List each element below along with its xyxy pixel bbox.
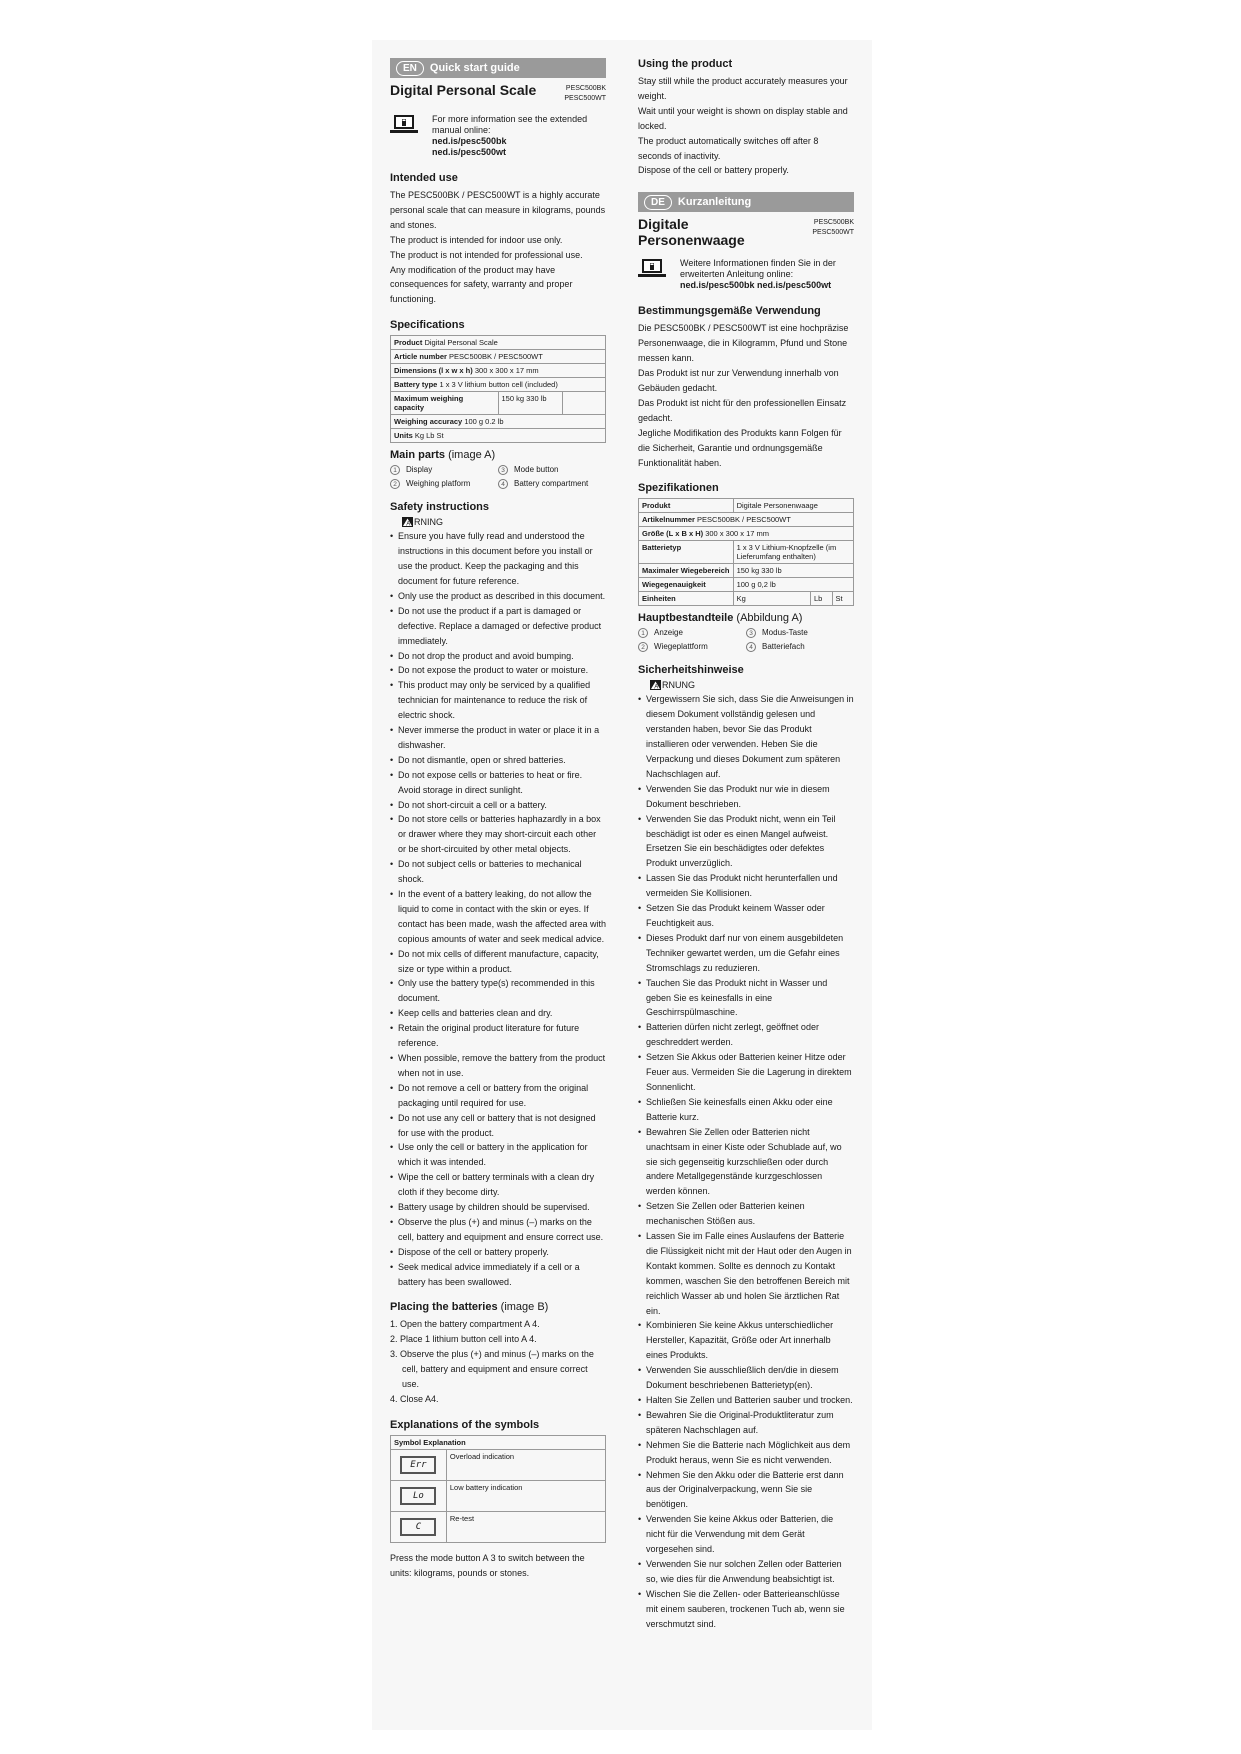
spec-key: Einheiten: [639, 592, 734, 606]
svg-text:A: A: [406, 521, 411, 528]
number-1-icon: 1: [638, 628, 648, 638]
de-model-wt: PESC500WT: [812, 229, 854, 237]
spec-key: Maximum weighing capacity: [394, 394, 464, 413]
list-item: • Do not dismantle, open or shred batteries.: [390, 753, 606, 768]
list-item: • In the event of a battery leaking, do not allow the liquid to come in contact with the skin or eyes. If contact has been made, wash the affected area with copious amounts of water and seek medical advice.: [390, 887, 606, 947]
list-item: [390, 465, 498, 475]
spec-value: 100 g 0,2 lb: [733, 578, 853, 592]
de-parts-heading: [638, 612, 854, 625]
list-item: • Nehmen Sie die Batterie nach Möglichkeit aus dem Produkt heraus, wenn Sie es nicht verwenden.: [638, 1438, 854, 1468]
list-item: • Nehmen Sie den Akku oder die Batterie erst dann aus der Originalverpackung, wenn Sie sie benötigen.: [638, 1468, 854, 1513]
part-label: Battery compartment: [514, 479, 589, 489]
number-2-icon: 2: [390, 479, 400, 489]
en-spec-table: [390, 335, 606, 443]
table-row: [391, 1435, 606, 1449]
table-row: [391, 364, 606, 378]
list-item: • Battery usage by children should be supervised.: [390, 1200, 606, 1215]
number-1-icon: 1: [390, 465, 400, 475]
en-intended-text: The PESC500BK / PESC500WT is a highly accurate personal scale that can measure in kilograms, pounds and stones. The product is intended for indoor use only. The product is not intended for professional use. Any modification of the product may have consequences for safety, warranty and proper functioning.: [390, 190, 606, 305]
list-item: • Keep cells and batteries clean and dry.: [390, 1006, 606, 1021]
en-placing-list: [390, 1317, 606, 1406]
spec-key: Dimensions (l x w x h): [394, 366, 473, 376]
table-row: [391, 429, 606, 443]
table-row: [391, 1511, 606, 1542]
list-item: • Lassen Sie das Produkt nicht herunterfallen und vermeiden Sie Kollisionen.: [638, 871, 854, 901]
spec-key: Batterietyp: [639, 541, 734, 564]
spec-key: Units: [394, 431, 413, 441]
spec-value: 300 x 300 x 17 mm: [705, 529, 770, 539]
en-info-link-wt[interactable]: ned.is/pesc500wt: [432, 147, 507, 157]
en-info-sentence: For more information see the extended manual online:: [432, 114, 588, 135]
list-item: • Dieses Produkt darf nur von einem ausgebildeten Techniker gewartet werden, um die Gefahr eines Stromschlags zu reduzieren.: [638, 931, 854, 976]
en-parts-list: [390, 465, 606, 489]
svg-text:A: A: [654, 684, 659, 691]
table-row: [639, 499, 854, 513]
list-item: • Wipe the cell or battery terminals with a clean dry cloth if they become dirty.: [390, 1170, 606, 1200]
de-intended-text: Die PESC500BK / PESC500WT ist eine hochpräzise Personenwaage, die in Kilogramm, Pfund und Stone messen kann. Das Produkt ist nur zur Verwendung innerhalb von Gebäuden gedacht. Das Produkt ist nicht für den professionellen Einsatz gedacht. Jegliche Modifikation des Produkts kann Folgen für die Sicherheit, Garantie und ordnungsgemäße Funktionalität haben.: [638, 323, 849, 468]
en-language-bar: [390, 58, 606, 78]
de-language-bar: [638, 192, 854, 212]
sym-col-header: Explanation: [423, 1437, 466, 1447]
table-row: [391, 1449, 606, 1480]
spec-value: 150 kg 330 lb: [501, 394, 547, 404]
table-row: [639, 527, 854, 541]
list-item: • When possible, remove the battery from the product when not in use.: [390, 1051, 606, 1081]
right-column: [638, 58, 854, 1632]
spec-key: Maximaler Wiegebereich: [639, 564, 734, 578]
list-item: • Verwenden Sie das Produkt nicht, wenn ein Teil beschädigt ist oder es einen Mangel aufweist. Ersetzen Sie ein beschädigtes oder defektes Produkt unverzüglich.: [638, 812, 854, 872]
spec-key: Battery type: [394, 380, 438, 390]
part-label: Anzeige: [654, 628, 683, 638]
spec-value: 150 kg 330 lb: [733, 564, 853, 578]
en-using-heading: Using the product: [638, 58, 733, 70]
en-title-row: [390, 82, 606, 104]
en-guide-label: Quick start guide: [429, 62, 520, 74]
symbol-explanation: Overload indication: [446, 1449, 605, 1480]
en-placing-sub: (image B): [500, 1301, 549, 1314]
part-label: Mode button: [514, 465, 559, 475]
list-item: 4. Close A4.: [390, 1394, 439, 1404]
de-info-links[interactable]: ned.is/pesc500bk ned.is/pesc500wt: [680, 280, 832, 291]
en-warning-text: RNING: [414, 517, 443, 528]
spec-key: Product: [394, 338, 423, 348]
en-symbols-heading: Explanations of the symbols: [390, 1418, 540, 1431]
number-4-icon: 4: [498, 479, 508, 489]
spec-value: Digital Personal Scale: [424, 338, 498, 348]
en-parts-heading: [390, 449, 606, 462]
en-safety-list: [390, 529, 606, 1289]
laptop-info-icon: [390, 114, 418, 136]
spec-key: Article number: [394, 352, 447, 362]
list-item: • Seek medical advice immediately if a cell or a battery has been swallowed.: [390, 1260, 606, 1290]
list-item: • Verwenden Sie nur solchen Zellen oder Batterien so, wie dies für die Anwendung beabsichtigt ist.: [638, 1557, 854, 1587]
list-item: [498, 465, 606, 475]
en-warning-label: [402, 517, 606, 527]
list-item: • Kombinieren Sie keine Akkus unterschiedlicher Hersteller, Kapazität, Größe oder Art innerhalb eines Produkts.: [638, 1318, 854, 1363]
part-label: Wiegeplattform: [654, 642, 708, 652]
de-parts-title: Hauptbestandteile: [638, 612, 734, 625]
list-item: 1. Open the battery compartment A 4.: [390, 1319, 540, 1330]
table-row: [639, 592, 854, 606]
lcd-c-icon: C: [400, 1518, 436, 1536]
table-row: [391, 336, 606, 350]
sym-col-header: Symbol: [394, 1437, 422, 1447]
list-item: • Do not expose the product to water or moisture.: [390, 663, 606, 678]
table-row: [639, 578, 854, 592]
de-document-title: [638, 216, 745, 248]
warning-triangle-icon: [402, 517, 413, 527]
spec-value: PESC500BK / PESC500WT: [697, 515, 791, 525]
list-item: • Observe the plus (+) and minus (–) marks on the cell, battery and equipment and ensure correct use.: [390, 1215, 606, 1245]
list-item: • Batterien dürfen nicht zerlegt, geöffnet oder geschreddert werden.: [638, 1020, 854, 1050]
list-item: • Setzen Sie das Produkt keinem Wasser oder Feuchtigkeit aus.: [638, 901, 854, 931]
en-parts-title: Main parts: [390, 449, 446, 462]
en-safety-heading: Safety instructions: [390, 501, 490, 514]
de-info-text: [680, 258, 854, 291]
spec-value: Digitale Personenwaage: [733, 499, 853, 513]
spec-value: 1 x 3 V Lithium-Knopfzelle (im Lieferumfang enthalten): [733, 541, 853, 564]
de-warning-label: [650, 680, 854, 690]
list-item: • Ensure you have fully read and understood the instructions in this document before you install or use the product. Keep the packaging and this document for future reference.: [390, 529, 606, 589]
en-placing-heading: [390, 1301, 606, 1314]
de-parts-sub: (Abbildung A): [736, 612, 803, 625]
table-row: [391, 415, 606, 429]
symbol-explanation: Re-test: [446, 1511, 605, 1542]
list-item: • Do not short-circuit a cell or a battery.: [390, 798, 606, 813]
spec-value: Lb: [811, 592, 833, 606]
spec-value: 100 g 0.2 lb: [464, 417, 504, 427]
list-item: • Verwenden Sie keine Akkus oder Batterien, die nicht für die Verwendung mit dem Gerät vorgesehen sind.: [638, 1512, 854, 1557]
spec-value: 1 x 3 V lithium button cell (included): [439, 380, 558, 390]
list-item: • Do not use any cell or battery that is not designed for use with the product.: [390, 1111, 606, 1141]
list-item: • Do not use the product if a part is damaged or defective. Replace a damaged or defective product immediately.: [390, 604, 606, 649]
list-item: • Bewahren Sie die Original-Produktliteratur zum späteren Nachschlagen auf.: [638, 1408, 854, 1438]
list-item: • Retain the original product literature for future reference.: [390, 1021, 606, 1051]
en-using-text: Stay still while the product accurately measures your weight. Wait until your weight is shown on display stable and locked. The product automatically switches off after 8 seconds of inactivity. Dispose of the cell or battery properly.: [638, 76, 848, 176]
de-title-line-1: Digitale: [638, 216, 689, 233]
list-item: • Only use the battery type(s) recommended in this document.: [390, 976, 606, 1006]
list-item: • Do not drop the product and avoid bumping.: [390, 649, 606, 664]
de-info-row: [638, 258, 854, 291]
en-placing-title: Placing the batteries: [390, 1301, 498, 1314]
list-item: 3. Observe the plus (+) and minus (–) marks on the cell, battery and equipment and ensure correct use.: [390, 1349, 594, 1390]
table-row: [391, 392, 606, 415]
table-row: [391, 378, 606, 392]
list-item: [746, 628, 854, 638]
list-item: • Dispose of the cell or battery properly.: [390, 1245, 606, 1260]
de-warning-text: RNUNG: [662, 680, 695, 691]
en-intended-heading: Intended use: [390, 172, 458, 184]
de-safety-heading: Sicherheitshinweise: [638, 664, 744, 677]
number-3-icon: 3: [746, 628, 756, 638]
en-info-row: [390, 114, 606, 158]
table-row: [639, 541, 854, 564]
part-label: Display: [406, 465, 433, 475]
spec-key: Artikelnummer: [642, 515, 695, 525]
list-item: 2. Place 1 lithium button cell into A 4.: [390, 1334, 537, 1345]
list-item: • Vergewissern Sie sich, dass Sie die Anweisungen in diesem Dokument vollständig gelesen und verstanden haben, bevor Sie das Produkt installieren oder verwenden. Heben Sie die Verpackung und dieses Dokument zum späteren Nachschlagen auf.: [638, 692, 854, 781]
de-spec-heading: Spezifikationen: [638, 482, 719, 495]
list-item: [638, 628, 746, 638]
de-safety-list: [638, 692, 854, 1631]
en-mode-text: Press the mode button A 3 to switch between the units: kilograms, pounds or stones.: [390, 1552, 585, 1578]
de-intended-heading: Bestimmungsgemäße Verwendung: [638, 305, 821, 318]
en-model-numbers: [564, 82, 606, 104]
part-label: Weighing platform: [406, 479, 471, 489]
en-spec-heading: Specifications: [390, 319, 465, 332]
list-item: • Lassen Sie im Falle eines Auslaufens der Batterie die Flüssigkeit nicht mit der Haut oder den Augen in Kontakt kommen. Sollte es dennoch zu Kontakt kommen, waschen Sie den betroffenen Bereich mit reichlich Wasser ab und holen Sie ärztlichen Rat ein.: [638, 1229, 854, 1318]
spec-key: Größe (L x B x H): [642, 529, 704, 539]
list-item: [638, 642, 746, 652]
spec-value: Kg: [733, 592, 810, 606]
list-item: • Halten Sie Zellen und Batterien sauber und trocken.: [638, 1393, 854, 1408]
list-item: • Use only the cell or battery in the application for which it was intended.: [390, 1140, 606, 1170]
list-item: • Tauchen Sie das Produkt nicht in Wasser und geben Sie es keinesfalls in eine Geschirrspülmaschine.: [638, 976, 854, 1021]
list-item: • Only use the product as described in this document.: [390, 589, 606, 604]
table-row: [391, 350, 606, 364]
symbol-explanation: Low battery indication: [446, 1480, 605, 1511]
number-2-icon: 2: [638, 642, 648, 652]
en-symbols-table: [390, 1435, 606, 1543]
de-model-bk: PESC500BK: [813, 219, 854, 227]
spec-key: Wiegegenauigkeit: [639, 578, 734, 592]
en-info-link-bk[interactable]: ned.is/pesc500bk: [432, 136, 507, 146]
list-item: • Do not expose cells or batteries to heat or fire. Avoid storage in direct sunlight.: [390, 768, 606, 798]
list-item: [746, 642, 854, 652]
lcd-err-icon: Err: [400, 1456, 436, 1474]
list-item: [498, 479, 606, 489]
laptop-info-icon: [638, 258, 666, 280]
spec-value: Kg Lb St: [414, 431, 444, 441]
en-document-title: Digital Personal Scale: [390, 82, 537, 98]
table-row: [639, 513, 854, 527]
list-item: • Setzen Sie Akkus oder Batterien keiner Hitze oder Feuer aus. Vermeiden Sie die Lagerung in direktem Sonnenlicht.: [638, 1050, 854, 1095]
de-info-sentence: Weitere Informationen finden Sie in der erweiterten Anleitung online:: [680, 258, 836, 280]
list-item: • Schließen Sie keinesfalls einen Akku oder eine Batterie kurz.: [638, 1095, 854, 1125]
en-parts-sub: (image A): [448, 449, 496, 462]
en-model-wt: PESC500WT: [564, 95, 606, 102]
de-title-row: [638, 216, 854, 248]
spec-value: PESC500BK / PESC500WT: [449, 352, 543, 362]
list-item: • This product may only be serviced by a qualified technician for maintenance to reduce the risk of electric shock.: [390, 678, 606, 723]
list-item: • Do not remove a cell or battery from the original packaging until required for use.: [390, 1081, 606, 1111]
spec-value: St: [832, 592, 854, 606]
en-info-text: [432, 114, 606, 158]
list-item: [390, 479, 498, 489]
spec-key: Produkt: [639, 499, 734, 513]
de-model-numbers: [812, 216, 854, 238]
lcd-lo-icon: Lo: [400, 1487, 436, 1505]
de-guide-label: Kurzanleitung: [677, 196, 752, 209]
list-item: • Verwenden Sie ausschließlich den/die in diesem Dokument beschriebenen Batterietyp(en).: [638, 1363, 854, 1393]
list-item: • Wischen Sie die Zellen- oder Batterieanschlüsse mit einem sauberen, trockenen Tuch ab, wenn sie verschmutzt sind.: [638, 1587, 854, 1632]
en-language-code: EN: [396, 61, 424, 76]
list-item: • Never immerse the product in water or place it in a dishwasher.: [390, 723, 606, 753]
list-item: • Verwenden Sie das Produkt nur wie in diesem Dokument beschrieben.: [638, 782, 854, 812]
number-3-icon: 3: [498, 465, 508, 475]
number-4-icon: 4: [746, 642, 756, 652]
table-row: [639, 564, 854, 578]
list-item: • Bewahren Sie Zellen oder Batterien nicht unachtsam in einer Kiste oder Schublade auf, wo sie sich gegenseitig kurzschließen oder durch andere Metallgegenstände kurzgeschlossen werden können.: [638, 1125, 854, 1200]
english-column: [390, 58, 606, 1581]
de-spec-table: [638, 498, 854, 606]
part-label: Modus-Taste: [762, 628, 808, 638]
list-item: • Do not subject cells or batteries to mechanical shock.: [390, 857, 606, 887]
warning-triangle-icon: [650, 680, 661, 690]
de-language-code: DE: [644, 195, 672, 210]
list-item: • Do not mix cells of different manufacture, capacity, size or type within a product.: [390, 947, 606, 977]
de-title-line-2: Personenwaage: [638, 232, 745, 249]
de-parts-list: [638, 628, 854, 652]
list-item: • Do not store cells or batteries haphazardly in a box or drawer where they may short-circuit each other or be short-circuited by other metal objects.: [390, 812, 606, 857]
table-row: [391, 1480, 606, 1511]
spec-key: Weighing accuracy: [394, 417, 463, 427]
en-model-bk: PESC500BK: [565, 85, 606, 92]
spec-value: 300 x 300 x 17 mm: [474, 366, 539, 376]
part-label: Batteriefach: [762, 642, 805, 652]
list-item: • Setzen Sie Zellen oder Batterien keinen mechanischen Stößen aus.: [638, 1199, 854, 1229]
